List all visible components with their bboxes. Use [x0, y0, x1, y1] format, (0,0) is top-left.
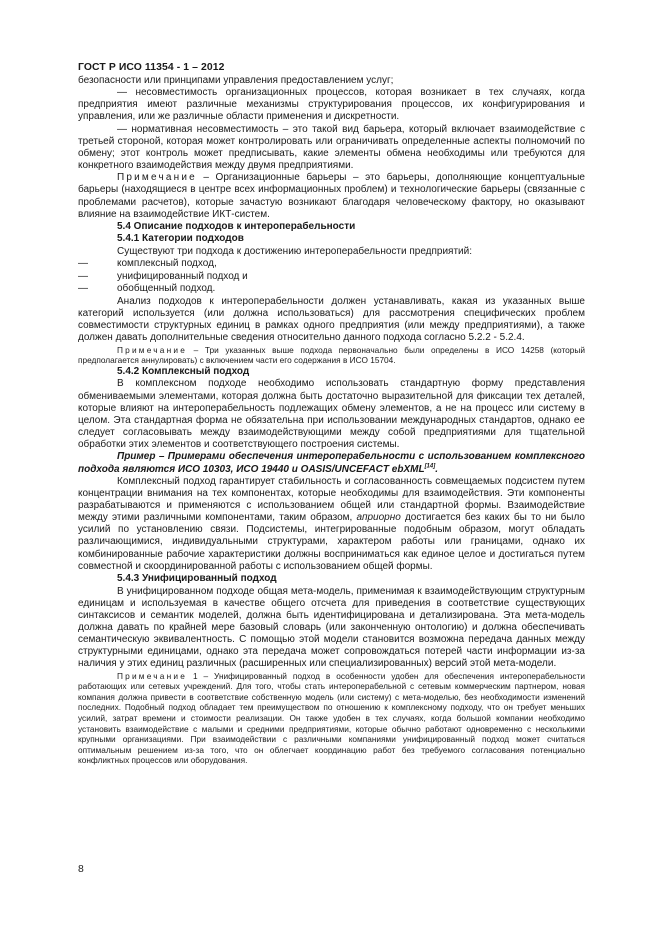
paragraph-integrated-stability: Комплексный подход гарантирует стабильность и согласованность совмещаемых подсистем путем концентрации внимания на тех компонентах, которые необходимы для взаимодействия. Эти компоненты разрабатываются и применяются с использованием общей или стандартной формы. Взаимодействие между этими различными компонентами, таким образом, априорно достигается без каких бы то ни было усилий по установлению связи. Подсистемы, интегрированные подобным образом, могут обладать различающимися, индивидуальными структурами, характером работы или границами, однако их комбинированные рабочие характеристики должны восприниматься как единое целое и достигаться путем совместной и скоординированной работы с использованием общей формы. [78, 475, 585, 572]
list-item: — унифицированный подход и [78, 270, 248, 282]
note-label: Примечание [117, 670, 188, 681]
paragraph-approach-analysis: Анализ подходов к интероперабельности должен устанавливать, какая из указанных выше категорий используется (или должна использоваться) для рассмотрения специфических проблем совместимости структурных единиц в рамках одного предприятия (или между предприятиями), а также должен давать дополнительные сведения относительно данного подхода согласно 5.2.2 - 5.2.4. [78, 296, 585, 344]
paragraph-integrated-approach: В комплексном подходе необходимо использовать стандартную форму представления обмениваемыми элементами, которая должна быть достаточно выразительной для фиксации тех деталей, которые влияют на интероперабельность подлежащих обмену элементов, а не на процесс или систему в целом. Эта стандартная форма не обязательна при использовании международных стандартов, однако ее следует согласовывать между взаимодействующими между собой предприятиями для тщательной обработки этих элементов и соответствующего построения системы. [78, 378, 585, 451]
document-body [78, 75, 585, 766]
note-organizational-barriers [78, 172, 585, 221]
list-item: — обобщенный подход. [78, 283, 216, 295]
paragraph-three-approaches: Существуют три подхода к достижению интероперабельности предприятий: [117, 246, 473, 258]
note-text: – Три указанных выше подхода первоначально были определены в ИСО 14258 (который предполагается аннулировать) с включением части его содержания в ИСО 15704. [78, 344, 585, 366]
paragraph-normative-incompatibility: — нормативная несовместимость – это такой вид барьера, который включает взаимодействие с третьей стороной, которая может контролировать или ограничивать определенные аспекты полномочий по обмену; этот контроль может предписывать, какие элементы обмена необходимы или требуются для конкретного взаимодействия между двумя предприятиями. [78, 123, 585, 172]
note-text: 1 – Унифицированный подход в особенности удобен для обеспечения интероперабельности работающих или сетевых учреждений. Для того, чтобы стать интероперабельной с сетевым коммерческим партнером, новая компания должна привести в соответствие собственную модель (или систему) с мета-моделью, без необходимости изменений последних. Подобный подход обладает тем преимуществом по отношению к комплексному подходу, что он требует меньших усилий, затрат времени и стоимости реализации. Он также удобен в тех случаях, когда большой компании необходимо установить взаимодействие с малыми и средними предприятиями, которые обычно работают одновременно с несколькими крупными организациями. При взаимодействии с различными компаниями унифицированный подход может считаться оптимальным решением из-за того, что он облегчает координацию работ без требуемого согласования потенциально конфликтных процессов или оборудования. [78, 670, 585, 766]
paragraph-unified-approach: В унифицированном подходе общая мета-модель, применимая к взаимодействующим структурным единицам и используемая в качестве общего отсчета для приведения в соответствие существующих синтаксисов и семантик моделей, должна быть идентифицирована и детализирована. Эта мета-модель должна давать по крайней мере базовый словарь (или законченную онтологию) и должна обеспечивать семантическую эквивалентность. С помощью этой модели становится возможна передача данных между структурными единицами, однако эта передача может сопровождаться потерей части информации из-за наличия у этих единиц различных (расширенных или специализированных) версий этой мета-модели. [78, 585, 585, 670]
note-text: – Организационные барьеры – это барьеры, дополняющие концептуальные барьеры (находящиеся в центре всех информационных проблем) и технологические барьеры (связанные с проблемами расчетов), которые зачастую возникают благодаря человеческому фактору, но оказывают влияние на взаимодействие ИКТ-систем. [78, 172, 585, 220]
section-heading-5-4: 5.4 Описание подходов к интероперабельности [117, 220, 356, 232]
section-heading-5-4-3: 5.4.3 Унифицированный подход [117, 572, 277, 584]
reference-marker: [14] [424, 463, 436, 470]
list-item: — комплексный подход, [78, 258, 217, 270]
paragraph-continuation: безопасности или принципами управления предоставлением услуг; [78, 75, 394, 86]
section-heading-5-4-2: 5.4.2 Комплексный подход [117, 365, 250, 377]
note-label: Примечание [117, 172, 197, 184]
section-heading-5-4-1: 5.4.1 Категории подходов [117, 233, 244, 245]
note-iso-14258 [78, 345, 585, 366]
approaches-list [78, 258, 585, 296]
italic-apriori: априорно [356, 512, 401, 524]
document-header: ГОСТ Р ИСО 11354 - 1 – 2012 [78, 62, 225, 73]
note-label: Примечание [117, 344, 188, 355]
paragraph-process-incompatibility: — несовместимость организационных процессов, которая возникает в тех случаях, когда предприятия имеют различные механизмы структурирования процессов, их конфигурирования и управления, или же различные области применения и дискретности. [78, 87, 585, 123]
example-integrated-approach: Пример – Примерами обеспечения интероперабельности с использованием комплексного подхода являются ИСО 10303, ИСО 19440 и OASIS/UNCEFACT ebXML[14]. [78, 451, 585, 475]
page-number: 8 [78, 864, 84, 875]
note-unified-approach [78, 671, 585, 766]
